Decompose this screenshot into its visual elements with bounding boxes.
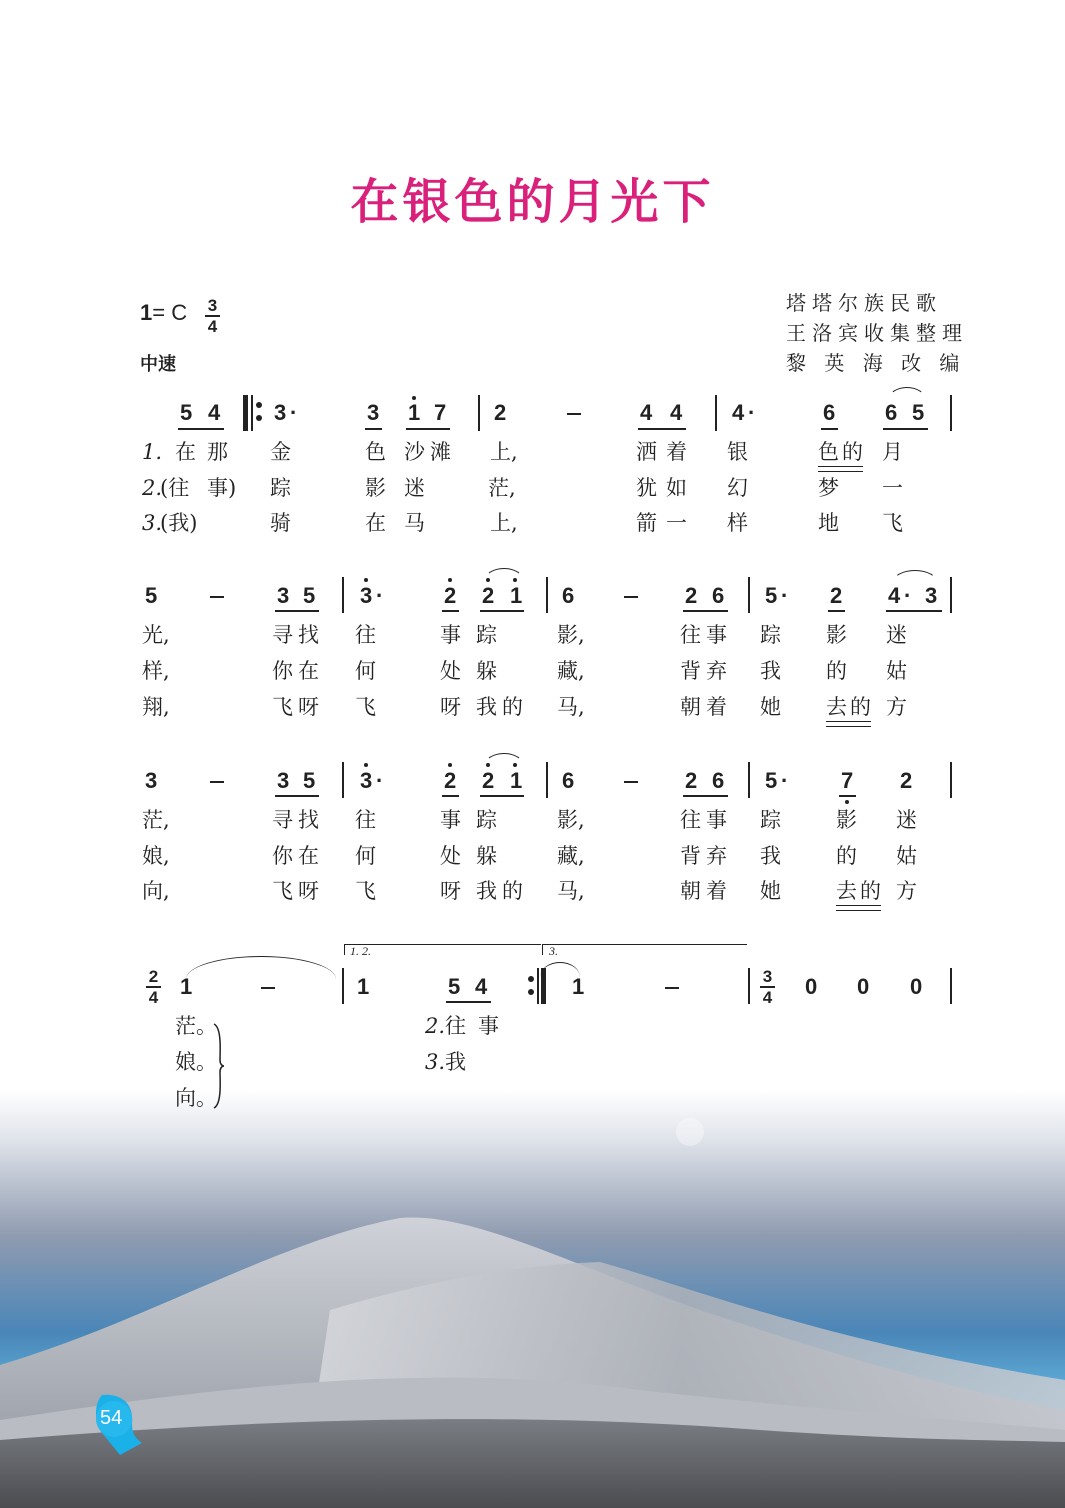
volta-bracket-2 <box>542 944 747 955</box>
desert-background <box>0 1090 1065 1508</box>
score-page: 在银色的月光下 塔塔尔族民歌 王洛宾收集整理 黎 英 海 改 编 1= C 3 4 中速 5 4 3 · 3 1 7 2 4 4 4 · 6 6 5 1. 在 那 金 色 沙 滩 上, 洒 着 银 色 的 月 2. (往 事) 踪 影 迷 茫, 犹 如 幻 梦 一 3. (我) 骑 在 马 上, 箭 一 样 地 飞 5 3 5 3 · 2 2 1 6 2 6 5 · 2 4 · 3 光, 寻 找 往 事 踪 影, 往 事 踪 影 迷 样, 你 在 何 处 躲 藏, 背 弃 我 的 姑 翔, 飞 呀 飞 呀 我 的 马, 朝 着 她 去 的 方 3 3 5 3 · 2 2 1 6 2 6 5 · 7 2 茫, 寻 找 往 事 踪 影, 往 事 踪 影 迷 娘, 你 在 何 处 躲 藏, 背 弃 我 的 姑 向, 飞 呀 飞 呀 我 的 马, 朝 着 她 去 的 方 2 4 1 1. 2. 1 5 4 3. 1 3 4 0 0 0 茫。 娘。 向。 2. 往 事 3. 我 54 <box>0 0 1065 1508</box>
verse-brace <box>212 1022 226 1110</box>
time-signature-change-2: 3 4 <box>760 968 775 1006</box>
page-number: 54 <box>100 1407 123 1429</box>
time-signature-change-1: 2 4 <box>146 968 161 1006</box>
key-signature: 1= C <box>140 300 188 325</box>
volta-bracket-1 <box>344 944 541 955</box>
song-title: 在银色的月光下 <box>350 174 715 230</box>
credit-arranger: 黎 英 海 改 编 <box>786 351 966 375</box>
time-signature: 3 4 <box>205 297 220 335</box>
credit-origin: 塔塔尔族民歌 <box>786 291 942 315</box>
volta-label-1: 1. 2. <box>350 944 371 958</box>
tempo-marking: 中速 <box>140 354 176 375</box>
credit-collector: 王洛宾收集整理 <box>786 321 968 345</box>
page-number-badge <box>94 1393 146 1463</box>
volta-label-2: 3. <box>549 944 558 958</box>
